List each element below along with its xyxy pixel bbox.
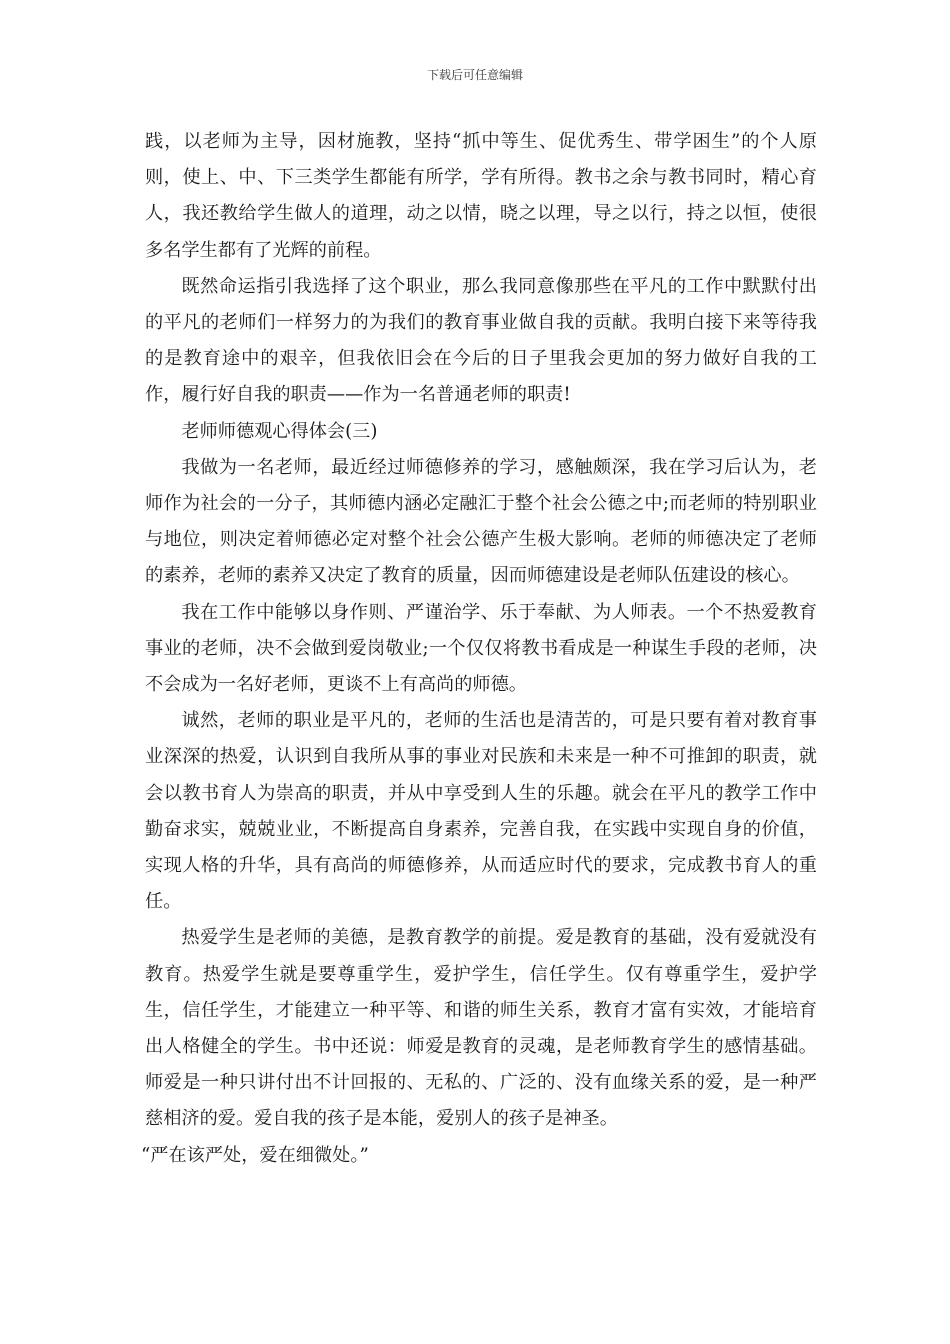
paragraph: 热爱学生是老师的美德，是教育教学的前提。爱是教育的基础，没有爱就没有教育。热爱学生就是要尊重学生，爱护学生，信任学生。仅有尊重学生，爱护学生，信任学生，才能建立一种平等、和谐的师生关系，教育才富有实效，才能培育出人格健全的学生。书中还说：师爱是教育的灵魂，是老师教育学生的感情基础。师爱是一种只讲付出不计回报的、无私的、广泛的、没有血缘关系的爱，是一种严慈相济的爱。爱自我的孩子是本能，爱别人的孩子是神圣。 [145,927,817,1130]
document-body [141,124,817,1174]
page-header: 下载后可任意编辑 [426,68,523,82]
section-heading: 老师师德观心得体会(三) [181,420,378,442]
paragraph: 既然命运指引我选择了这个职业，那么我同意像那些在平凡的工作中默默付出的平凡的老师们一样努力的为我们的教育事业做自我的贡献。我明白接下来等待我的是教育途中的艰辛，但我依旧会在今后的日子里我会更加的努力做好自我的工作，履行好自我的职责——作为一名普通老师的职责! [145,275,817,406]
paragraph-continuation: 践，以老师为主导，因材施教，坚持“抓中等生、促优秀生、带学困生”的个人原则，使上、中、下三类学生都能有所学，学有所得。教书之余与教书同时，精心育人，我还教给学生做人的道理，动之以情，晓之以理，导之以行，持之以恒，使很多名学生都有了光辉的前程。 [145,131,817,261]
paragraph: 诚然，老师的职业是平凡的，老师的生活也是清苦的，可是只要有着对教育事业深深的热爱，认识到自我所从事的事业对民族和未来是一种不可推卸的职责，就会以教书育人为崇高的职责，并从中享受到人生的乐趣。就会在平凡的教学工作中勤奋求实，兢兢业业，不断提高自身素养，完善自我，在实践中实现自身的价值，实现人格的升华，具有高尚的师德修养，从而适应时代的要求，完成教书育人的重任。 [145,710,817,913]
quote-line: “严在该严处，爱在细微处。” [141,1144,369,1166]
paragraph: 我做为一名老师，最近经过师德修养的学习，感触颇深，我在学习后认为，老师作为社会的一分子，其师德内涵必定融汇于整个社会公德之中;而老师的特别职业与地位，则决定着师德必定对整个社会公德产生极大影响。老师的师德决定了老师的素养，老师的素养又决定了教育的质量，因而师德建设是老师队伍建设的核心。 [145,456,817,587]
paragraph: 我在工作中能够以身作则、严谨治学、乐于奉献、为人师表。一个不热爱教育事业的老师，决不会做到爱岗敬业;一个仅仅将教书看成是一种谋生手段的老师，决不会成为一名好老师，更谈不上有高尚的师德。 [145,601,817,696]
